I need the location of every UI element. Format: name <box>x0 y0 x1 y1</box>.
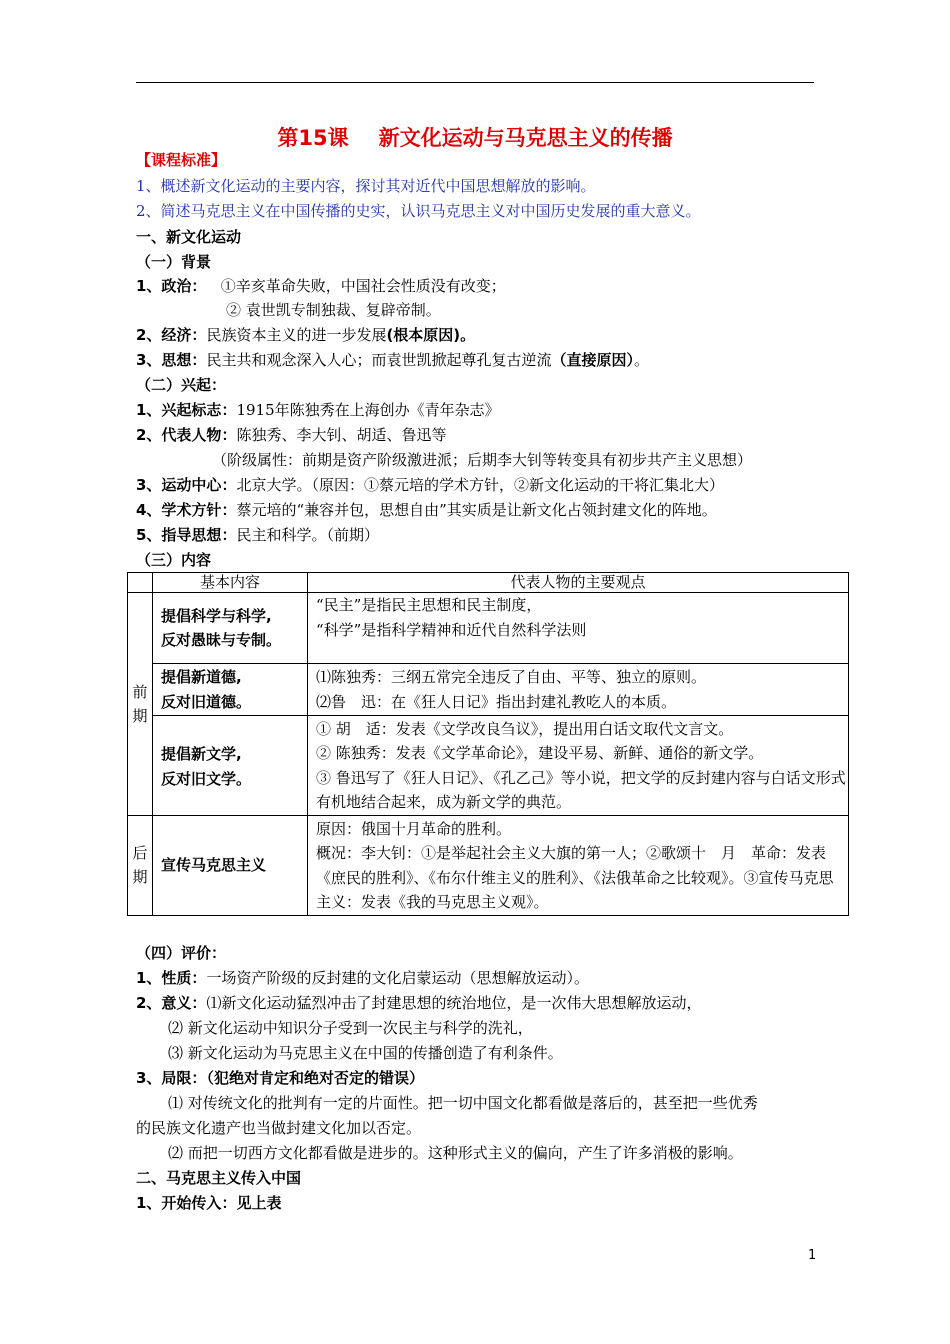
evaluation-meaning: 2、意义：⑴新文化运动猛烈冲击了封建思想的统治地位，是一次伟大思想解放运动， <box>136 994 702 1012</box>
thought-line: 3、思想：民主共和观念深入人心；而袁世凯掀起尊孔复古逆流（直接原因）。 <box>136 351 649 369</box>
limits-para-2: ⑵ 而把一切西方文化都看做是进步的。这种形式主义的偏向，产生了许多消极的影响。 <box>168 1144 743 1162</box>
rise-policy: 4、学术方针：蔡元培的“兼容并包，思想自由”其实质是让新文化占领封建文化的阵地。 <box>136 501 717 519</box>
content-heading: （三）内容 <box>136 551 212 569</box>
politics-line: 1、政治： ①辛亥革命失败，中国社会性质没有改变； <box>136 277 506 295</box>
evaluation-limits: 3、局限：（犯绝对肯定和绝对否定的错误） <box>136 1069 424 1087</box>
lesson-name: 新文化运动与马克思主义的传播 <box>378 126 673 150</box>
standard-heading: 【课程标准】 <box>136 151 227 169</box>
page-number: 1 <box>808 1248 817 1263</box>
basic-content: 宣传马克思主义 <box>153 816 308 916</box>
table-header-basic: 基本内容 <box>153 573 308 593</box>
period-late: 后期 <box>128 816 153 916</box>
table-header-views: 代表人物的主要观点 <box>308 573 849 593</box>
content-table <box>127 572 849 916</box>
table-header-row <box>128 573 849 593</box>
table-row <box>128 816 849 916</box>
basic-content: 提倡新道德, 反对旧道德。 <box>153 664 308 716</box>
table-row <box>128 716 849 816</box>
basic-content: 提倡科学与科学, 反对愚昧与专制。 <box>153 593 308 664</box>
views-cell: ⑴陈独秀：三纲五常完全违反了自由、平等、独立的原则。 ⑵鲁 迅：在《狂人日记》指出封建礼教吃人的本质。 <box>308 664 849 716</box>
section-2-start: 1、开始传入：见上表 <box>136 1194 282 1212</box>
period-early: 前期 <box>128 593 153 816</box>
rise-heading: （二）兴起： <box>136 376 227 394</box>
table-row <box>128 593 849 664</box>
standard-item-2: 2、简述马克思主义在中国传播的史实，认识马克思主义对中国历史发展的重大意义。 <box>136 202 701 220</box>
views-cell: ① 胡 适：发表《文学改良刍议》，提出用白话文取代文言文。 ② 陈独秀：发表《文学革命论》，建设平易、新鲜、通俗的新文学。 ③ 鲁迅写了《狂人日记》、《孔乙己》等小说，把文学的反封建内容与白话文形式有机地结合起来，成为新文学的典范。 <box>308 716 849 816</box>
views-cell: “民主”是指民主思想和民主制度， “科学”是指科学精神和近代自然科学法则 <box>308 593 849 664</box>
rise-center: 3、运动中心：北京大学。（原因：①蔡元培的学术方针，②新文化运动的干将汇集北大） <box>136 476 724 494</box>
limits-para-1b: 的民族文化遗产也当做封建文化加以否定。 <box>136 1119 422 1137</box>
evaluation-nature: 1、性质：一场资产阶级的反封建的文化启蒙运动（思想解放运动）。 <box>136 969 589 987</box>
basic-content: 提倡新文学, 反对旧文学。 <box>153 716 308 816</box>
evaluation-heading: （四）评价： <box>136 944 227 962</box>
rise-sign: 1、兴起标志：1915年陈独秀在上海创办《青年杂志》 <box>136 401 500 419</box>
header-rule <box>136 82 814 83</box>
background-heading: （一）背景 <box>136 253 212 271</box>
rise-guiding: 5、指导思想：民主和科学。（前期） <box>136 526 379 544</box>
rise-people: 2、代表人物：陈独秀、李大钊、胡适、鲁迅等 <box>136 426 447 444</box>
table-row <box>128 664 849 716</box>
section-1-heading: 一、新文化运动 <box>136 228 242 246</box>
politics-line-2: ② 袁世凯专制独裁、复辟帝制。 <box>226 301 441 319</box>
economy-line: 2、经济：民族资本主义的进一步发展(根本原因)。 <box>136 326 476 344</box>
evaluation-meaning-2: ⑵ 新文化运动中知识分子受到一次民主与科学的洗礼， <box>168 1019 533 1037</box>
limits-para-1a: ⑴ 对传统文化的批判有一定的片面性。把一切中国文化都看做是落后的，甚至把一些优秀 <box>168 1094 758 1112</box>
class-note: （阶级属性：前期是资产阶级激进派；后期李大钊等转变具有初步共产主义思想） <box>212 451 753 469</box>
lesson-number: 第15课 <box>277 126 349 150</box>
views-cell: 原因：俄国十月革命的胜利。 概况：李大钊：①是举起社会主义大旗的第一人；②歌颂十 月 革命：发表《庶民的胜利》、《布尔什维主义的胜利》、《法俄革命之比较观》。③宣传马克思主义：发表《我的马克思主义观》。 <box>308 816 849 916</box>
standard-item-1: 1、概述新文化运动的主要内容，探讨其对近代中国思想解放的影响。 <box>136 177 596 195</box>
section-2-heading: 二、马克思主义传入中国 <box>136 1169 302 1187</box>
evaluation-meaning-3: ⑶ 新文化运动为马克思主义在中国的传播创造了有利条件。 <box>168 1044 563 1062</box>
